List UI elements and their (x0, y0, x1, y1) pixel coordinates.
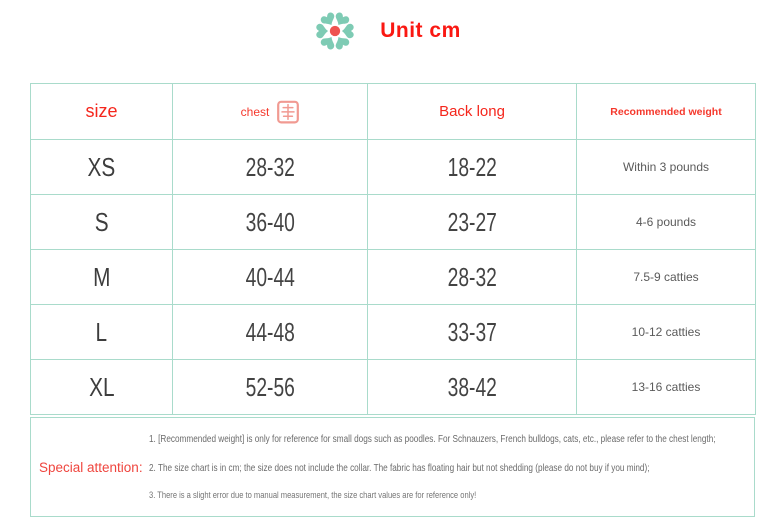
table-row-xl (31, 360, 756, 415)
note-item: 3. There is a slight error due to manual measurement, the size chart values are for reference only! (149, 489, 477, 500)
page-header (0, 6, 773, 56)
size-cell: S (31, 195, 173, 250)
chest-cell: 28-32 (173, 140, 368, 195)
column-header-chest-label: chest (240, 104, 270, 119)
weight-cell: 7.5-9 catties (577, 250, 756, 305)
column-header-back-long: Back long (368, 84, 577, 140)
weight-cell: 10-12 catties (577, 305, 756, 360)
size-cell: XS (31, 140, 173, 195)
back-long-cell: 18-22 (368, 140, 577, 195)
size-table (30, 83, 756, 415)
size-cell: M (31, 250, 173, 305)
unit-label: Unit cm (380, 19, 461, 42)
special-attention-box (30, 417, 755, 517)
girth-stamp-icon (277, 100, 299, 124)
weight-cell: 13-16 catties (577, 360, 756, 415)
note-item: 1. [Recommended weight] is only for reference for small dogs such as poodles. For Schnauzers, French bulldogs, cats, etc., please refer to the chest length; (149, 434, 716, 446)
table-header-row (31, 84, 756, 140)
notes-list (149, 418, 754, 516)
back-long-cell: 28-32 (368, 250, 577, 305)
table-row-xs (31, 140, 756, 195)
column-header-recommended-weight: Recommended weight (577, 84, 756, 140)
back-long-cell: 38-42 (368, 360, 577, 415)
chest-cell: 36-40 (173, 195, 368, 250)
chest-cell: 44-48 (173, 305, 368, 360)
chest-cell: 40-44 (173, 250, 368, 305)
table-row-s (31, 195, 756, 250)
table-row-m (31, 250, 756, 305)
size-cell: XL (31, 360, 173, 415)
weight-cell: 4-6 pounds (577, 195, 756, 250)
column-header-chest (173, 84, 368, 140)
chest-cell: 52-56 (173, 360, 368, 415)
table-row-l (31, 305, 756, 360)
column-header-size: size (31, 84, 173, 140)
weight-cell: Within 3 pounds (577, 140, 756, 195)
back-long-cell: 33-37 (368, 305, 577, 360)
flower-icon (312, 8, 358, 54)
size-cell: L (31, 305, 173, 360)
special-attention-label: Special attention: (39, 459, 143, 475)
back-long-cell: 23-27 (368, 195, 577, 250)
note-item: 2. The size chart is in cm; the size does not include the collar. The fabric has floating hair but not shedding (please do not buy if you mind); (149, 461, 650, 474)
